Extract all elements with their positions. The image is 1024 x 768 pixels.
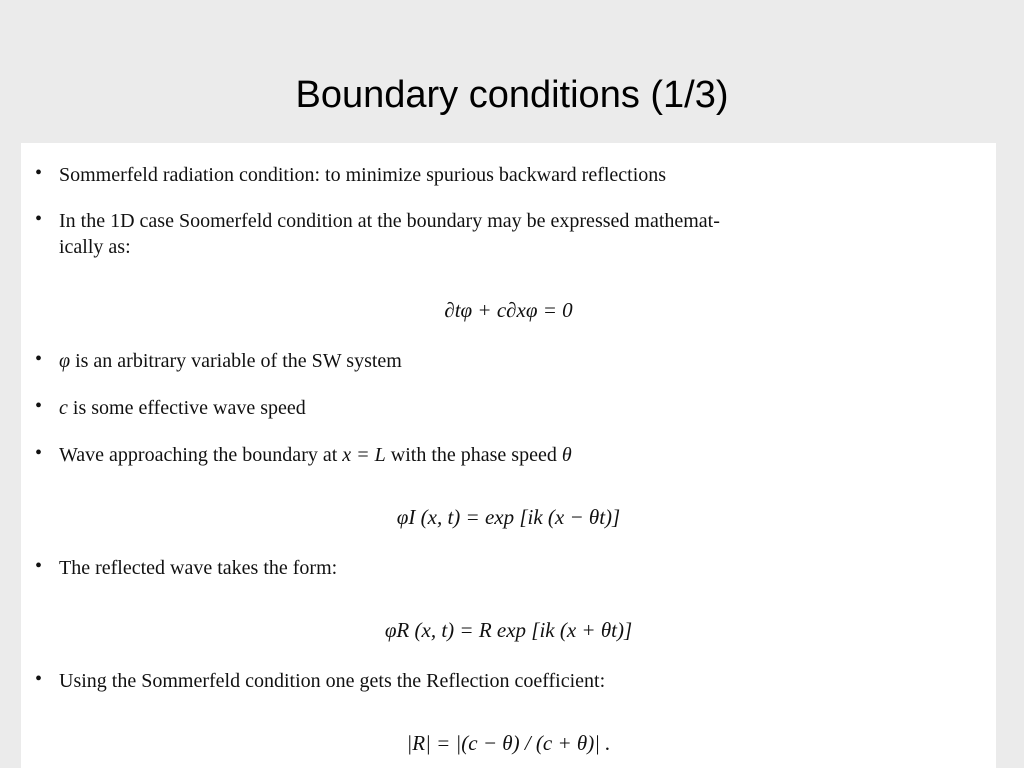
bullet-dot: • (35, 668, 43, 690)
bullet-phi-text: is an arbitrary variable of the SW system (70, 350, 402, 372)
bullet-dot: • (35, 395, 43, 417)
equation-text: ∂tφ + c∂xφ = 0 (444, 298, 573, 322)
bullet-phi (59, 348, 969, 374)
equation-text: φI (x, t) = exp [ik (x − θt)] (396, 505, 621, 529)
theta-symbol: θ (561, 444, 572, 466)
equation-reflected-wave (21, 618, 996, 643)
bullet-wave-middle: with the phase speed (385, 444, 562, 466)
equation-text: φR (x, t) = R exp [ik (x + θt)] (384, 618, 633, 642)
phi-symbol: φ (59, 350, 71, 372)
bullet-dot: • (35, 348, 43, 370)
bullet-c (59, 395, 969, 421)
equation-reflection-coefficient (21, 731, 996, 756)
bullet-wave-math: x = L (342, 444, 386, 466)
bullet-reflection-coeff: Using the Sommerfeld condition one gets the Reflection coefficient: (59, 670, 606, 692)
bullet-reflected: The reflected wave takes the form: (59, 557, 338, 579)
c-symbol: c (59, 397, 68, 419)
bullet-dot: • (35, 555, 43, 577)
bullet-wave-prefix: Wave approaching the boundary at (59, 444, 343, 466)
slide-title: Boundary conditions (1/3) (295, 74, 729, 116)
bullet-wave (59, 442, 969, 468)
bullet-1d-case-line2: ically as: (59, 236, 131, 258)
bullet-c-text: is some effective wave speed (67, 397, 306, 419)
bullet-sommerfeld: Sommerfeld radiation condition: to minimize spurious backward reflections (59, 164, 667, 186)
equation-sommerfeld (21, 298, 996, 323)
equation-incident-wave (21, 505, 996, 530)
equation-text: |R| = |(c − θ) / (c + θ)| . (406, 731, 611, 755)
bullet-dot: • (35, 208, 43, 230)
bullet-1d-case-line1: In the 1D case Soomerfeld condition at the boundary may be expressed mathemat- (59, 210, 720, 232)
content-panel (21, 143, 996, 768)
bullet-dot: • (35, 162, 43, 184)
bullet-dot: • (35, 442, 43, 464)
bullet-1d-case (59, 208, 969, 260)
